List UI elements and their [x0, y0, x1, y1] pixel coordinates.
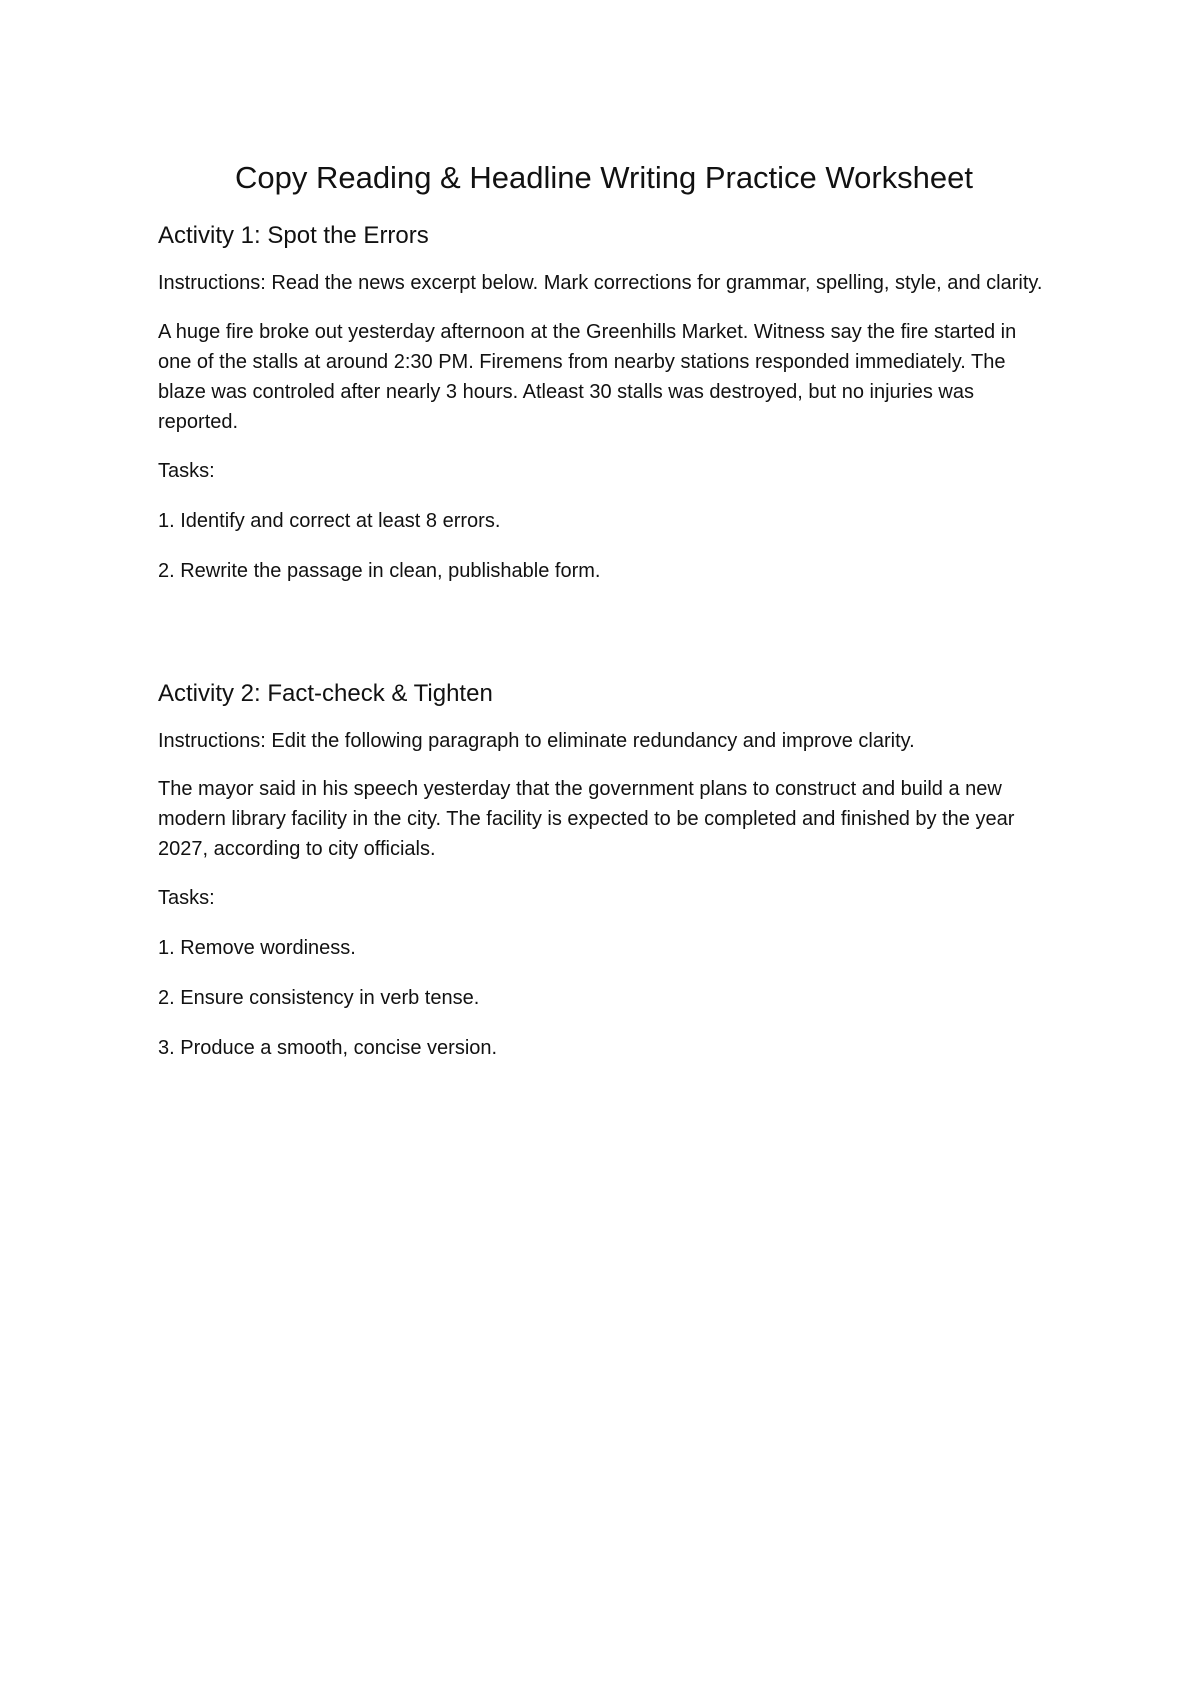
- activity-1-heading: Activity 1: Spot the Errors: [158, 222, 429, 249]
- activity-2-task-item: 1. Remove wordiness.: [158, 937, 356, 959]
- activity-1-section: [158, 221, 1050, 586]
- activity-1-tasks-label: Tasks:: [158, 460, 215, 482]
- activity-1-instructions: Instructions: Read the news excerpt below. Mark corrections for grammar, spelling, style, and clarity.: [158, 272, 1043, 294]
- page-title: Copy Reading & Headline Writing Practice Worksheet: [234, 160, 974, 195]
- activity-2-passage: The mayor said in his speech yesterday that the government plans to construct and build a new modern library facility in the city. The facility is expected to be completed and finished by the year 2027, according to city officials.: [158, 778, 1015, 860]
- activity-1-passage: A huge fire broke out yesterday afternoon at the Greenhills Market. Witness say the fire started in one of the stalls at around 2:30 PM. Firemens from nearby stations responded immediately. The blaze was controled after nearly 3 hours. Atleast 30 stalls was destroyed, but no injuries was reported.: [158, 321, 1017, 433]
- activity-2-task-item: 2. Ensure consistency in verb tense.: [158, 987, 480, 1009]
- activity-1-task-item: 1. Identify and correct at least 8 errors.: [158, 510, 501, 532]
- activity-2-section: [158, 679, 1050, 1063]
- activity-2-heading: Activity 2: Fact-check & Tighten: [158, 680, 493, 707]
- activity-2-instructions: Instructions: Edit the following paragraph to eliminate redundancy and improve clarity.: [158, 730, 915, 752]
- activity-2-task-item: 3. Produce a smooth, concise version.: [158, 1037, 498, 1059]
- activity-2-tasks-label: Tasks:: [158, 887, 215, 909]
- activity-1-task-item: 2. Rewrite the passage in clean, publishable form.: [158, 560, 601, 582]
